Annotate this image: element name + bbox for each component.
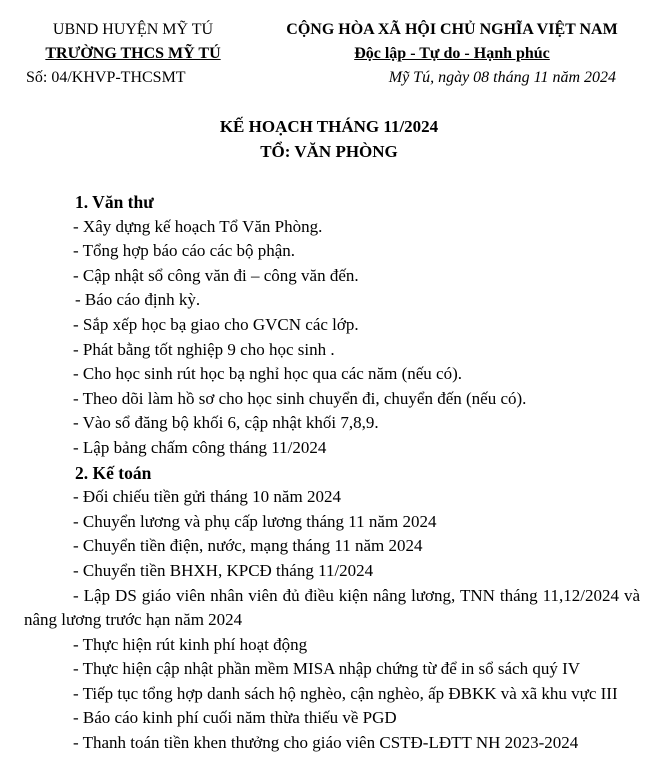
list-item: - Chuyển lương và phụ cấp lương tháng 11 năm 2024 [73,511,437,531]
place-date: Mỹ Tú, ngày 08 tháng 11 năm 2024 [388,69,616,86]
list-item: - Sắp xếp học bạ giao cho GVCN các lớp. [73,314,359,334]
list-item: - Tổng hợp báo cáo các bộ phận. [73,241,296,261]
list-item: - Thanh toán tiền khen thưởng cho giáo viên CSTĐ-LĐTT NH 2023-2024 [73,733,579,753]
list-item: - Đối chiếu tiền gửi tháng 10 năm 2024 [73,487,341,507]
list-item: - Xây dựng kế hoạch Tổ Văn Phòng. [73,216,323,236]
section-heading: 2. Kế toán [75,462,152,483]
list-item: - Chuyển tiền BHXH, KPCĐ tháng 11/2024 [73,560,374,580]
list-item: - Chuyển tiền điện, nước, mạng tháng 11 năm 2024 [73,536,423,556]
plan-title: KẾ HOẠCH THÁNG 11/2024 [219,117,439,136]
motto: Độc lập - Tự do - Hạnh phúc [354,45,550,62]
list-item: - Theo dõi làm hồ sơ cho học sinh chuyển đi, chuyển đến (nếu có). [73,388,527,408]
plan-body [24,190,640,756]
document-number: Số: 04/KHVP-THCSMT [26,69,186,86]
list-item: - Thực hiện cập nhật phần mềm MISA nhập chứng từ để in sổ sách quý IV [73,659,581,679]
list-item: - Lập bảng chấm công tháng 11/2024 [73,437,327,457]
list-item: - Báo cáo kinh phí cuối năm thừa thiếu về PGD [73,708,397,728]
list-item: - Báo cáo định kỳ. [75,290,201,310]
section-heading: 1. Văn thư [75,192,154,212]
list-item: - Tiếp tục tổng hợp danh sách hộ nghèo, cận nghèo, ấp ĐBKK và xã khu vực III [73,683,618,703]
national-motto [262,18,642,66]
list-item: - Thực hiện rút kinh phí hoạt động [73,634,308,654]
country-name: CỘNG HÒA XÃ HỘI CHỦ NGHĨA VIỆT NAM [286,21,618,38]
list-item: - Phát bằng tốt nghiệp 9 cho học sinh . [73,339,335,359]
school-name: TRƯỜNG THCS MỸ TÚ [45,45,221,62]
list-item: - Vào sổ đăng bộ khối 6, cập nhật khối 7,8,9. [73,413,379,433]
district-name: UBND HUYỆN MỸ TÚ [52,21,214,38]
list-item: - Lập DS giáo viên nhân viên đủ điều kiện nâng lương, TNN tháng 11,12/2024 và nâng lương trước hạn năm 2024 [24,585,640,630]
plan-subtitle: TỔ: VĂN PHÒNG [260,142,398,161]
agency-header [18,18,248,66]
list-item: - Cập nhật sổ công văn đi – công văn đến. [73,265,359,285]
list-item: - Cho học sinh rút học bạ nghỉ học qua các năm (nếu có). [73,364,462,384]
